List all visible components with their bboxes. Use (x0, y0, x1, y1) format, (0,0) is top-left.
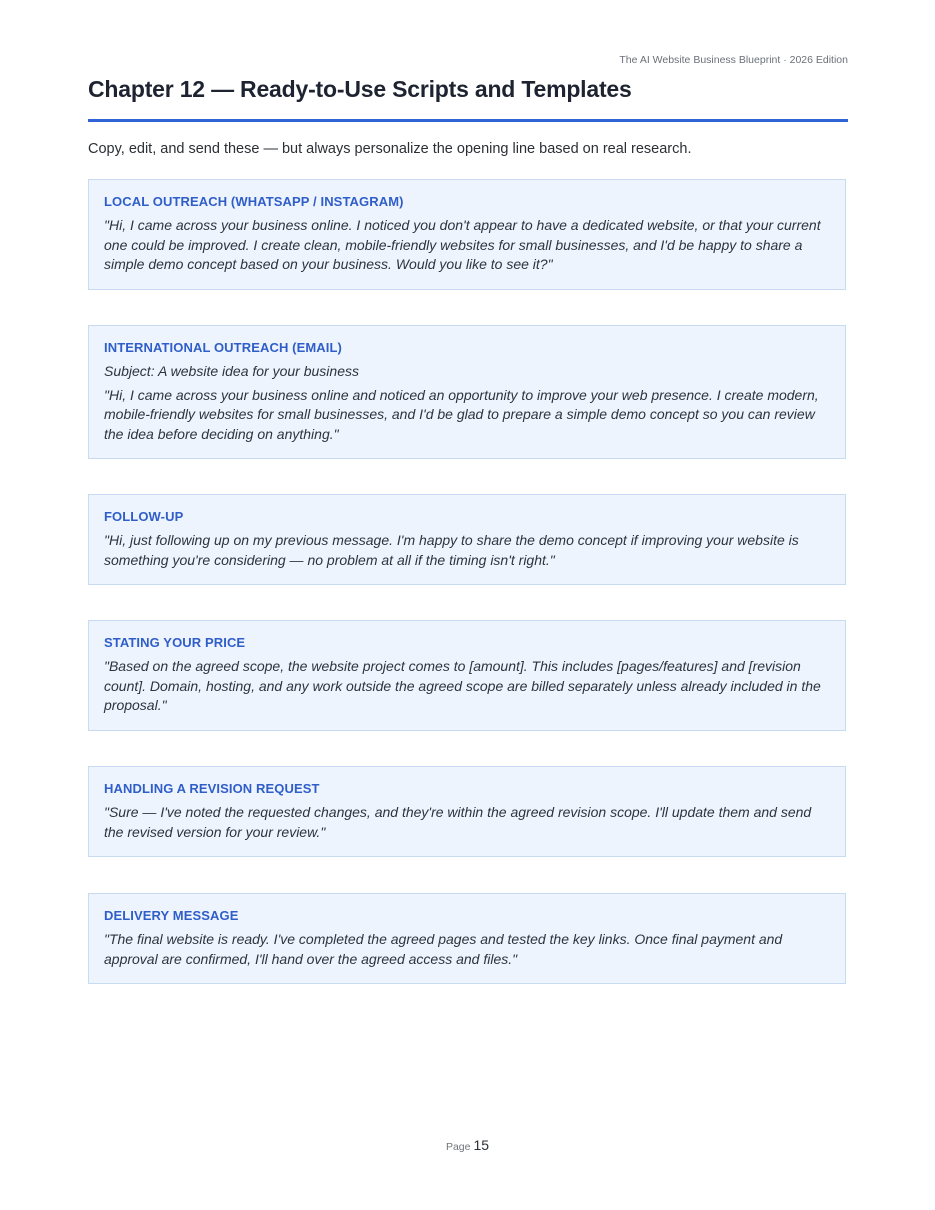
page-label: Page (445, 1141, 471, 1153)
card-title: HANDLING A REVISION REQUEST (104, 781, 320, 796)
card-body: "Sure — I've noted the requested changes, and they're within the agreed revision scope. I'll update them and send the revised version for your review." (104, 804, 812, 840)
card-title: INTERNATIONAL OUTREACH (EMAIL) (104, 340, 342, 355)
chapter-intro: Copy, edit, and send these — but always personalize the opening line based on real research. (88, 141, 692, 157)
title-divider (88, 119, 848, 122)
chapter-title: Chapter 12 — Ready-to-Use Scripts and Templates (88, 76, 632, 102)
page-footer (0, 1137, 935, 1155)
card-body: "Based on the agreed scope, the website project comes to [amount]. This includes [pages/features] and [revision count]. Domain, hosting, and any work outside the agreed scope are billed separately unless already included in the proposal." (104, 658, 821, 713)
card-title: DELIVERY MESSAGE (104, 908, 239, 923)
card-subject: Subject: A website idea for your business (104, 363, 359, 379)
page-number: 15 (473, 1137, 490, 1153)
card-body: "Hi, I came across your business online and noticed an opportunity to improve your web presence. I create modern, mobile-friendly websites for small businesses, and I'd be glad to prepare a simple demo concept so you can review the idea before deciding on anything." (104, 386, 819, 442)
script-card-local-outreach (88, 179, 846, 290)
card-title: STATING YOUR PRICE (104, 635, 246, 650)
script-card-international-outreach (88, 325, 846, 459)
card-body: "Hi, just following up on my previous message. I'm happy to share the demo concept if improving your website is something you're considering — no problem at all if the timing isn't right." (104, 532, 799, 568)
script-card-follow-up (88, 494, 846, 585)
script-card-revision-request (88, 766, 846, 857)
script-card-delivery-message (88, 893, 846, 984)
card-title: LOCAL OUTREACH (WHATSAPP / INSTAGRAM) (104, 194, 404, 209)
running-header: The AI Website Business Blueprint · 2026 Edition (619, 54, 848, 66)
card-title: FOLLOW-UP (104, 509, 184, 524)
script-card-stating-price (88, 620, 846, 731)
card-body: "Hi, I came across your business online. I noticed you don't appear to have a dedicated website, or that your current one could be improved. I create clean, mobile-friendly websites for small businesses, and I'd be happy to share a simple demo concept based on your business. Would you like to see it?" (104, 217, 821, 272)
card-body: "The final website is ready. I've completed the agreed pages and tested the key links. Once final payment and approval are confirmed, I'll hand over the agreed access and files." (104, 931, 783, 967)
